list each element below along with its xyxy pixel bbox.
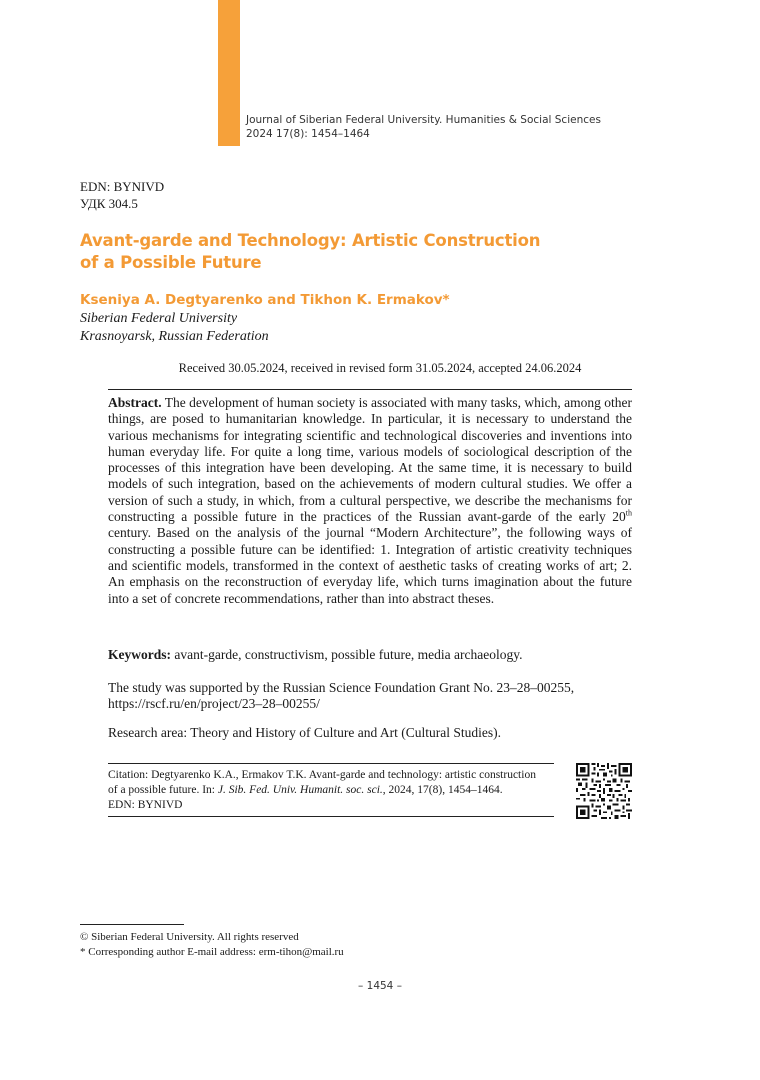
article-title-line-1: Avant-garde and Technology: Artistic Construction bbox=[80, 231, 541, 250]
funding-line-1: The study was supported by the Russian Science Foundation Grant No. 23–28–00255, bbox=[108, 680, 575, 695]
funding bbox=[108, 680, 632, 713]
udk-code: УДК 304.5 bbox=[80, 196, 138, 211]
citation-bottom-rule bbox=[108, 816, 554, 817]
citation bbox=[108, 768, 560, 813]
received-dates: Received 30.05.2024, received in revised form 31.05.2024, accepted 24.06.2024 bbox=[178, 361, 582, 375]
location: Krasnoyarsk, Russian Federation bbox=[80, 329, 269, 344]
abstract bbox=[108, 395, 632, 607]
citation-line-2 bbox=[108, 783, 560, 798]
research-area: Research area: Theory and History of Culture and Art (Cultural Studies). bbox=[108, 725, 502, 740]
citation-journal: J. Sib. Fed. Univ. Humanit. soc. sci. bbox=[217, 784, 383, 796]
keywords bbox=[108, 647, 632, 663]
journal-name: Journal of Siberian Federal University. Humanities & Social Sciences bbox=[246, 114, 601, 126]
authors: Kseniya A. Degtyarenko and Tikhon K. Ermakov* bbox=[80, 292, 450, 308]
keywords-text: avant-garde, constructivism, possible future, media archaeology. bbox=[171, 647, 523, 662]
corresponding-author-note: * Corresponding author E-mail address: erm-tihon@mail.ru bbox=[80, 946, 344, 958]
footnote-rule bbox=[80, 924, 184, 925]
abstract-top-rule bbox=[108, 389, 632, 390]
abstract-sup: th bbox=[625, 508, 632, 518]
affiliation: Siberian Federal University bbox=[80, 311, 238, 326]
qr-code[interactable] bbox=[576, 763, 632, 819]
abstract-text-1: The development of human society is associated with many tasks, which, among other things, are posed to humanitarian knowledge. In particular, it is necessary to understand the various mechanisms for integrating scientific and technological discoveries and inventions into human everyday life. For quite a long time, various models of sociological description of the processes of this integration have been developing. At the same time, it is necessary to build models of such integration, based on the achievements of modern cultural studies. We offer a version of such a study, in which, from a cultural perspective, we describe the mechanisms for constructing a possible future in the practices of the Russian avant-garde of the early 20 bbox=[108, 395, 632, 525]
article-title-line-2: of a Possible Future bbox=[80, 253, 262, 272]
article-title bbox=[80, 230, 540, 274]
citation-suffix: , 2024, 17(8), 1454–1464. bbox=[382, 784, 503, 796]
citation-top-rule bbox=[108, 763, 554, 764]
journal-header bbox=[246, 113, 601, 141]
journal-accent-bar bbox=[218, 0, 240, 146]
funding-url[interactable]: https://rscf.ru/en/project/23–28–00255/ bbox=[108, 696, 320, 712]
citation-line-1: Citation: Degtyarenko K.A., Ermakov T.K. Avant-garde and technology: artistic construction bbox=[108, 769, 536, 781]
copyright-note: © Siberian Federal University. All rights reserved bbox=[80, 931, 299, 943]
keywords-label: Keywords: bbox=[108, 647, 171, 662]
journal-volume: 2024 17(8): 1454–1464 bbox=[246, 128, 370, 140]
abstract-text-2: century. Based on the analysis of the journal “Modern Architecture”, the following ways of constructing a possible future can be identified: 1. Integration of artistic creativity techniques and scientific models, transformed in the context of aesthetic tasks of creating works of art; 2. An emphasis on the reconstruction of everyday life, which turns imagination about the future into a set of concrete recommendations, rather than into abstract theses. bbox=[108, 525, 632, 606]
citation-prefix: of a possible future. In: bbox=[108, 784, 218, 796]
citation-edn: EDN: BYNIVD bbox=[108, 799, 183, 811]
page-number: – 1454 – bbox=[358, 980, 402, 992]
abstract-label: Abstract. bbox=[108, 395, 162, 410]
footnotes bbox=[80, 930, 344, 960]
edn-code: EDN: BYNIVD bbox=[80, 179, 165, 194]
affiliation-block bbox=[80, 310, 269, 346]
identifiers bbox=[80, 178, 164, 212]
